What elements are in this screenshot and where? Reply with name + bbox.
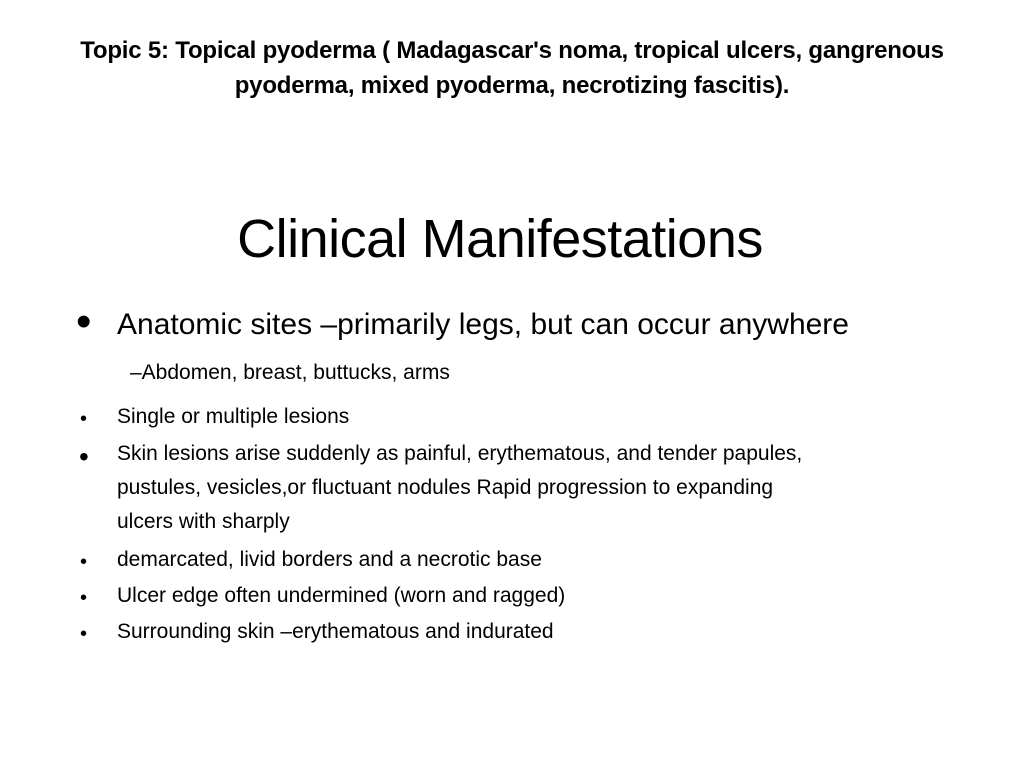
list-item	[117, 437, 897, 539]
bullet-dot-icon: •	[80, 408, 88, 430]
list-item: Single or multiple lesions	[117, 405, 350, 428]
list-item: Ulcer edge often undermined (worn and ragged)	[117, 584, 566, 607]
bullet-dot-icon: •	[80, 587, 88, 609]
bullet-dot-icon: •	[76, 297, 92, 346]
anatomic-sites-bullet: Anatomic sites –primarily legs, but can occur anywhere	[117, 308, 849, 341]
slide-title: Clinical Manifestations	[237, 209, 763, 269]
bullet-dot-icon: •	[80, 623, 88, 645]
list-item-line: ulcers with sharply	[117, 510, 290, 533]
list-item: Surrounding skin –erythematous and indurated	[117, 620, 554, 643]
list-item: demarcated, livid borders and a necrotic base	[117, 548, 542, 571]
bullet-dot-icon: •	[80, 551, 88, 573]
anatomic-sites-subitem: –Abdomen, breast, buttucks, arms	[130, 361, 450, 384]
topic-heading: Topic 5: Topical pyoderma ( Madagascar's noma, tropical ulcers, gangrenous pyoderma, mixed pyoderma, necrotizing fascitis).	[80, 37, 944, 99]
list-item-line: Skin lesions arise suddenly as painful, erythematous, and tender papules,	[117, 442, 803, 465]
list-item-line: pustules, vesicles,or fluctuant nodules Rapid progression to expanding	[117, 476, 774, 499]
bullet-dot-icon: •	[79, 441, 89, 472]
